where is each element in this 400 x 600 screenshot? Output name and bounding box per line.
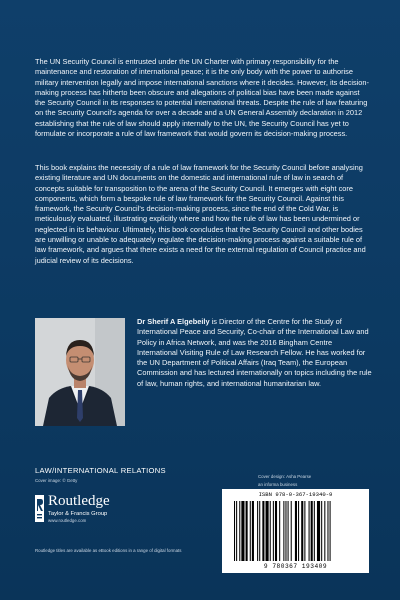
cover-image-credit: Cover image: © Getty — [35, 478, 78, 483]
publisher-logo — [35, 493, 205, 525]
description-paragraph-2: This book explains the necessity of a rule of law framework for the Security Council before analysing existing literature and UN documents on the domestic and international rule of law in search of concepts suitable for transposition to the arena of the Security Council. It emerges with eight core components, which form a bespoke rule of law framework for the Security Council. Against this framework, the Security Council's decision-making process, since the end of the Cold War, is meticulously evaluated, illustrating explicitly where and how the rule of law has been undermined or neglected in its behaviour. Ultimately, this book concludes that the Security Council and other bodies are unwilling or unable to adequately regulate the decision-making process against a suitable rule of law framework, and argues that there exists a need for the external regulation of Council practice and judicial review of its decisions. — [35, 163, 366, 265]
ebook-footnote: Routledge titles are available as eBook editions in a range of digital formats — [35, 548, 182, 553]
author-name: Dr Sherif A Elgebeily — [137, 317, 210, 326]
isbn-label: ISBN 978-0-367-19340-9 — [258, 491, 333, 498]
isbn-barcode — [222, 489, 369, 573]
author-photo — [35, 318, 125, 426]
publisher-url: www.routledge.com — [48, 518, 87, 523]
isbn-digits: 9 780367 193409 — [263, 563, 328, 570]
author-bio — [137, 317, 372, 389]
publisher-name: Routledge — [48, 493, 110, 509]
subject-category: LAW/INTERNATIONAL RELATIONS — [35, 466, 166, 475]
cover-design-credit: Cover design: Asha Pearse — [258, 474, 312, 479]
description-paragraph-1: The UN Security Council is entrusted under the UN Charter with primary responsibility for the maintenance and restoration of international peace; it is the only body with the power to authorise military intervention legally and impose international sanctions where it decides. However, its decision-making process has hitherto been obscure and allegations of political bias have been made against the Security Council in its responses to potential international threats. Despite the rule of law featuring on the Security Council's agenda for over a decade and a UN General Assembly declaration in 2012 establishing that the rule of law should apply internally to the UN, the Security Council has yet to formulate or incorporate a rule of law framework that would govern its decision-making process. — [35, 57, 369, 139]
informa-tagline: an informa business — [258, 482, 298, 487]
barcode-bars — [222, 499, 369, 563]
routledge-mark-icon — [35, 495, 44, 522]
author-bio-text: is Director of the Centre for the Study of International Peace and Security, Co-chair of the International Law and Policy in Africa Network, and was the 2016 Bingham Centre International Visiting Rule of Law Research Fellow. He has worked for the UN Department of Political Affairs (Iraq Team), the European Commission and has lectured internationally on topics including the rule of law, human rights, and international humanitarian law. — [137, 317, 372, 388]
publisher-group: Taylor & Francis Group — [48, 511, 108, 517]
